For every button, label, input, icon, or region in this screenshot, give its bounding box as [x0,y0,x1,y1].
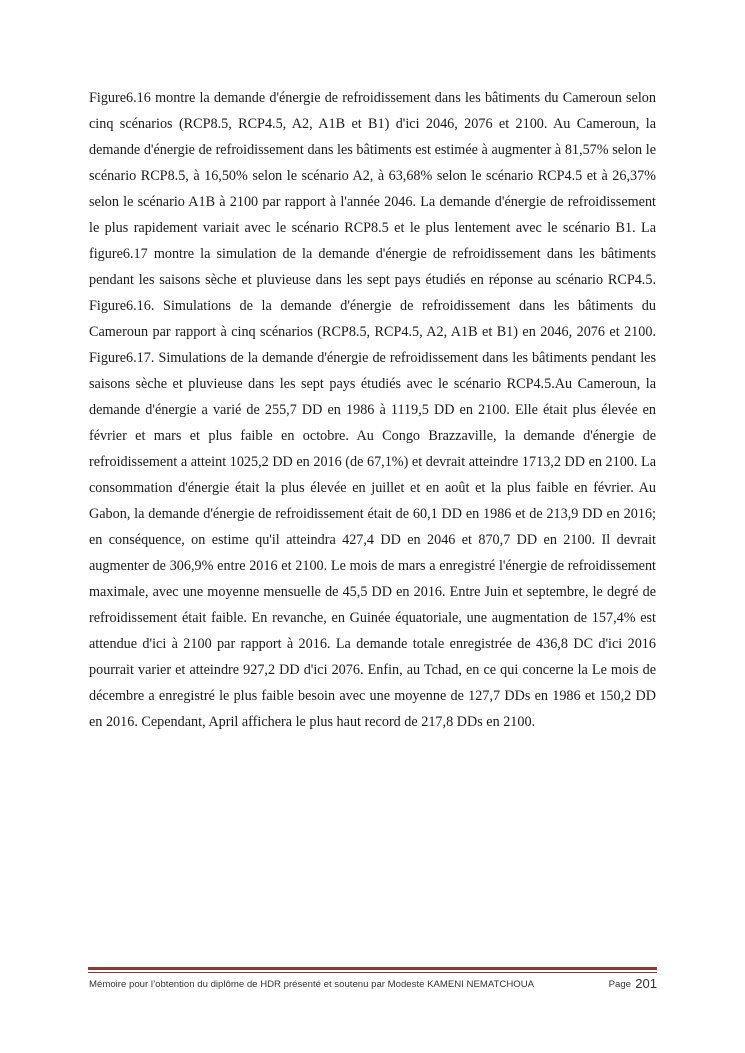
page-footer [89,976,657,994]
footer-text: Mémoire pour l’obtention du diplôme de HDR présenté et soutenu par Modeste KAMENI NEMATCHOUA [89,979,535,990]
body-paragraph: Figure6.16 montre la demande d'énergie de refroidissement dans les bâtiments du Cameroun selon cinq scénarios (RCP8.5, RCP4.5, A2, A1B et B1) d'ici 2046, 2076 et 2100. Au Cameroun, la demande d'énergie de refroidissement dans les bâtiments est estimée à augmenter à 81,57% selon le scénario RCP8.5, à 16,50% selon le scénario A2, à 63,68% selon le scénario RCP4.5 et à 26,37% selon le scénario A1B à 2100 par rapport à l'année 2046. La demande d'énergie de refroidissement le plus rapidement variait avec le scénario RCP8.5 et le plus lentement avec le scénario B1. La figure6.17 montre la simulation de la demande d'énergie de refroidissement dans les bâtiments pendant les saisons sèche et pluvieuse dans les sept pays étudiés en réponse au scénario RCP4.5. Figure6.16. Simulations de la demande d'énergie de refroidissement dans les bâtiments du Cameroun par rapport à cinq scénarios (RCP8.5, RCP4.5, A2, A1B et B1) en 2046, 2076 et 2100. Figure6.17. Simulations de la demande d'énergie de refroidissement dans les bâtiments pendant les saisons sèche et pluvieuse dans les sept pays étudiés avec le scénario RCP4.5.Au Cameroun, la demande d'énergie a varié de 255,7 DD en 1986 à 1119,5 DD en 2100. Elle était plus élevée en février et mars et plus faible en octobre. Au Congo Brazzaville, la demande d'énergie de refroidissement a atteint 1025,2 DD en 2016 (de 67,1%) et devrait atteindre 1713,2 DD en 2100. La consommation d'énergie était la plus élevée en juillet et en août et la plus faible en février. Au Gabon, la demande d'énergie de refroidissement était de 60,1 DD en 1986 et de 213,9 DD en 2016; en conséquence, on estime qu'il atteindra 427,4 DD en 2046 et 870,7 DD en 2100. Il devrait augmenter de 306,9% entre 2016 et 2100. Le mois de mars a enregistré l'énergie de refroidissement maximale, avec une moyenne mensuelle de 45,5 DD en 2016. Entre Juin et septembre, le degré de refroidissement était faible. En revanche, en Guinée équatoriale, une augmentation de 157,4% est attendue d'ici à 2100 par rapport à 2016. La demande totale enregistrée de 436,8 DC d'ici 2016 pourrait varier et atteindre 927,2 DD d'ici 2076. Enfin, au Tchad, en ce qui concerne la Le mois de décembre a enregistré le plus faible besoin avec une moyenne de 127,7 DDs en 1986 et 150,2 DD en 2016. Cependant, April affichera le plus haut record de 217,8 DDs en 2100. [89,90,656,730]
page-number: 201 [635,976,657,991]
footer-divider [88,967,657,970]
footer-divider-thin [88,972,657,973]
page-label: Page [608,979,631,990]
